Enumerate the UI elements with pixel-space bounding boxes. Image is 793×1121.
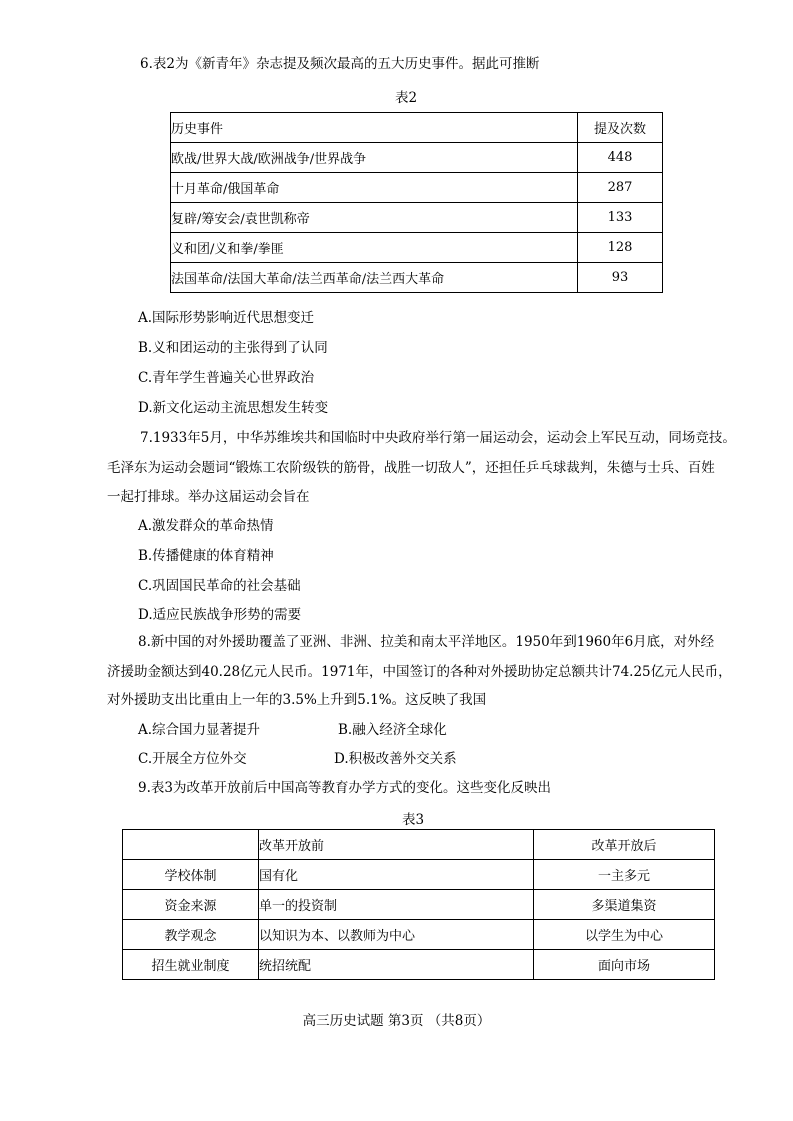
table-cell: 十月革命/俄国革命 (171, 173, 578, 203)
q8-stem-line: 8.新中国的对外援助覆盖了亚洲、非洲、拉美和南太平洋地区。1950年到1960年6月底，对外经 (138, 634, 715, 650)
table-cell: 以学生为中心 (534, 920, 715, 950)
table-row (123, 860, 715, 890)
table-cell: 招生就业制度 (123, 950, 259, 980)
table-cell: 单一的投资制 (259, 890, 534, 920)
q7-stem-line: 7.1933年5月，中华苏维埃共和国临时中央政府举行第一届运动会，运动会上军民互动，同场竞技。 (140, 430, 736, 446)
table-cell: 多渠道集资 (534, 890, 715, 920)
q8-option-b: B.融入经济全球化 (338, 722, 447, 738)
q6-option-d: D.新文化运动主流思想发生转变 (138, 400, 329, 416)
table-header-cell: 改革开放前 (259, 830, 534, 860)
table-header-cell: 改革开放后 (534, 830, 715, 860)
table-row (171, 143, 663, 173)
q6-option-c: C.青年学生普遍关心世界政治 (138, 370, 315, 386)
q7-stem-line: 毛泽东为运动会题词“锻炼工农阶级铁的筋骨，战胜一切敌人”，还担任乒乓球裁判，朱德与士兵、百姓 (107, 460, 715, 476)
table-cell: 448 (578, 143, 663, 173)
q7-option-d: D.适应民族战争形势的需要 (138, 607, 302, 623)
table-row (123, 950, 715, 980)
table-header-row (171, 113, 663, 143)
table-row (171, 173, 663, 203)
q8-stem-line: 对外援助支出比重由上一年的3.5%上升到5.1%。这反映了我国 (107, 692, 487, 708)
page-footer: 高三历史试题 第3页 （共8页） (302, 1013, 491, 1029)
q9-stem: 9.表3为改革开放前后中国高等教育办学方式的变化。这些变化反映出 (138, 780, 551, 796)
table-header-cell (123, 830, 259, 860)
q7-option-a: A.激发群众的革命热情 (138, 518, 274, 534)
table-cell: 法国革命/法国大革命/法兰西革命/法兰西大革命 (171, 263, 578, 293)
q7-option-c: C.巩固国民革命的社会基础 (138, 578, 301, 594)
table-cell: 以知识为本、以教师为中心 (259, 920, 534, 950)
table2 (170, 112, 663, 293)
q7-stem-line: 一起打排球。举办这届运动会旨在 (107, 489, 310, 505)
table-cell: 义和团/义和拳/拳匪 (171, 233, 578, 263)
table-header-cell: 历史事件 (171, 113, 578, 143)
q8-option-a: A.综合国力显著提升 (138, 722, 261, 738)
q8-option-d: D.积极改善外交关系 (334, 751, 457, 767)
table-header-cell: 提及次数 (578, 113, 663, 143)
table-header-row (123, 830, 715, 860)
table-cell: 统招统配 (259, 950, 534, 980)
table-cell: 教学观念 (123, 920, 259, 950)
table-row (171, 203, 663, 233)
q6-option-b: B.义和团运动的主张得到了认同 (138, 340, 328, 356)
table3-caption: 表3 (402, 812, 425, 828)
q6-stem: 6.表2为《新青年》杂志提及频次最高的五大历史事件。据此可推断 (140, 56, 540, 72)
q6-option-a: A.国际形势影响近代思想变迁 (138, 310, 315, 326)
table-cell: 287 (578, 173, 663, 203)
table3 (122, 829, 715, 980)
table-cell: 一主多元 (534, 860, 715, 890)
table-row (123, 890, 715, 920)
table-cell: 133 (578, 203, 663, 233)
table-cell: 欧战/世界大战/欧洲战争/世界战争 (171, 143, 578, 173)
table-cell: 复辟/筹安会/袁世凯称帝 (171, 203, 578, 233)
table-cell: 93 (578, 263, 663, 293)
q8-option-c: C.开展全方位外交 (138, 751, 247, 767)
q7-option-b: B.传播健康的体育精神 (138, 548, 274, 564)
table-row (123, 920, 715, 950)
table-cell: 面向市场 (534, 950, 715, 980)
table2-caption: 表2 (395, 90, 418, 106)
table-cell: 学校体制 (123, 860, 259, 890)
table-cell: 资金来源 (123, 890, 259, 920)
table-row (171, 233, 663, 263)
table-cell: 国有化 (259, 860, 534, 890)
q8-stem-line: 济援助金额达到40.28亿元人民币。1971年，中国签订的各种对外援助协定总额共计74.25亿元人民币， (107, 664, 732, 680)
table-cell: 128 (578, 233, 663, 263)
table-row (171, 263, 663, 293)
